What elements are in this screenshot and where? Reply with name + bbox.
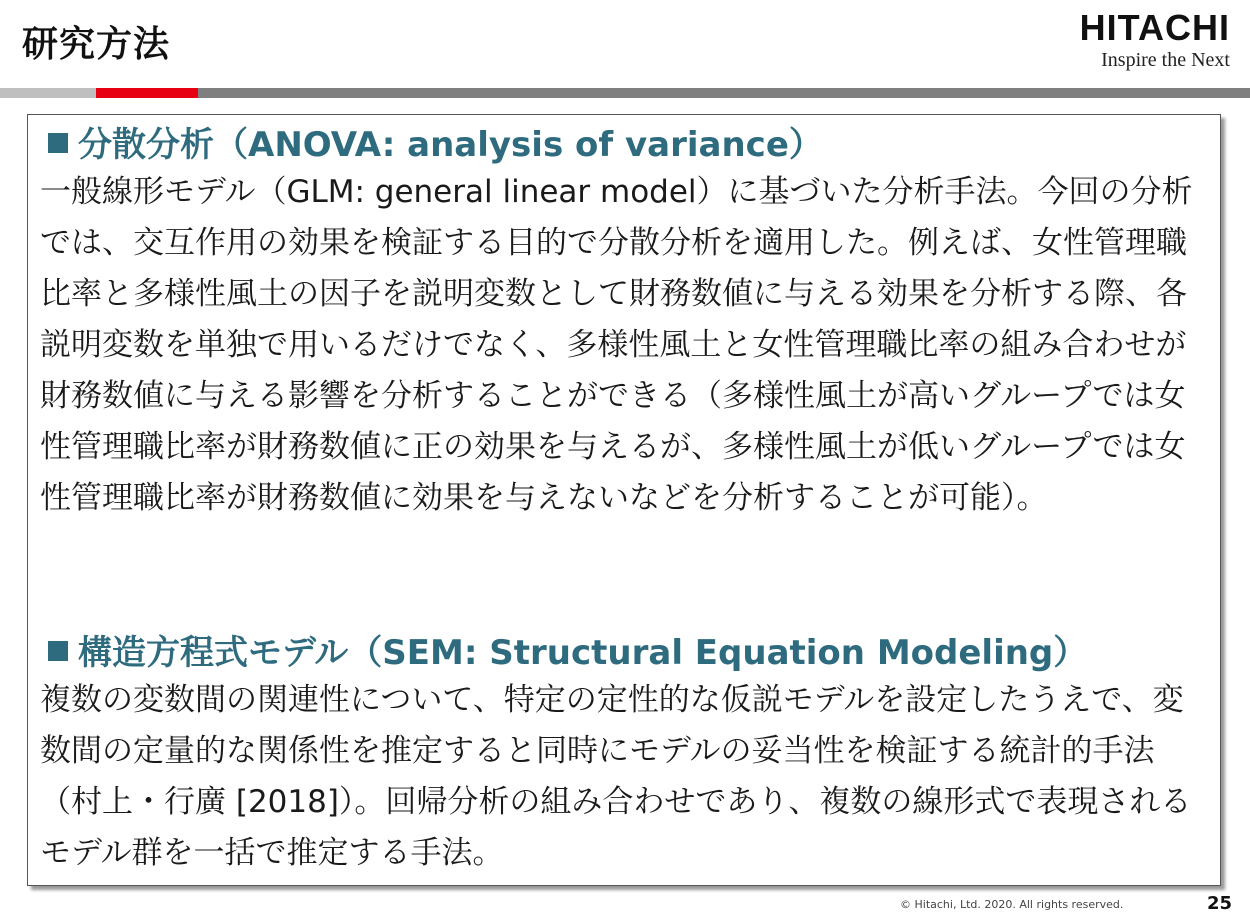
section-sem xyxy=(40,631,1210,879)
logo-tagline: Inspire the Next xyxy=(1101,49,1230,71)
header-rule-light-segment xyxy=(0,88,96,98)
section-body: 複数の変数間の関連性について、特定の定性的な仮説モデルを設定したうえで、変数間の定量的な関係性を推定すると同時にモデルの妥当性を検証する統計的手法（村上・行廣 [2018]）。回帰分析の組み合わせであり、複数の線形式で表現されるモデル群を一括で推定する手法。 xyxy=(40,682,1192,871)
square-bullet-icon xyxy=(48,641,68,661)
section-body: 一般線形モデル（GLM: general linear model）に基づいた分析手法。今回の分析では、交互作用の効果を検証する目的で分散分析を適用した。例えば、女性管理職比率と多様性風土の因子を説明変数として財務数値に与える効果を分析する際、各説明変数を単独で用いるだけでなく、多様性風土と女性管理職比率の組み合わせが財務数値に与える影響を分析することができる（多様性風土が高いグループでは女性管理職比率が財務数値に正の効果を与えるが、多様性風土が低いグループでは女性管理職比率が財務数値に効果を与えないなどを分析することが可能）。 xyxy=(40,174,1193,516)
section-heading xyxy=(40,631,1210,675)
section-heading-text: 分散分析（ANOVA: analysis of variance） xyxy=(78,125,823,165)
page-number: 25 xyxy=(1206,893,1232,914)
section-heading-text: 構造方程式モデル（SEM: Structural Equation Modeling） xyxy=(78,633,1088,673)
section-heading xyxy=(40,123,1210,167)
square-bullet-icon xyxy=(48,133,68,153)
header-rule-accent xyxy=(96,88,198,98)
company-logo xyxy=(1030,7,1230,72)
page-title: 研究方法 xyxy=(22,24,171,65)
logo-name: HITACHI xyxy=(1079,7,1230,48)
section-anova xyxy=(40,123,1210,524)
copyright-text: © Hitachi, Ltd. 2020. All rights reserved. xyxy=(900,898,1124,911)
content-panel xyxy=(27,114,1221,886)
